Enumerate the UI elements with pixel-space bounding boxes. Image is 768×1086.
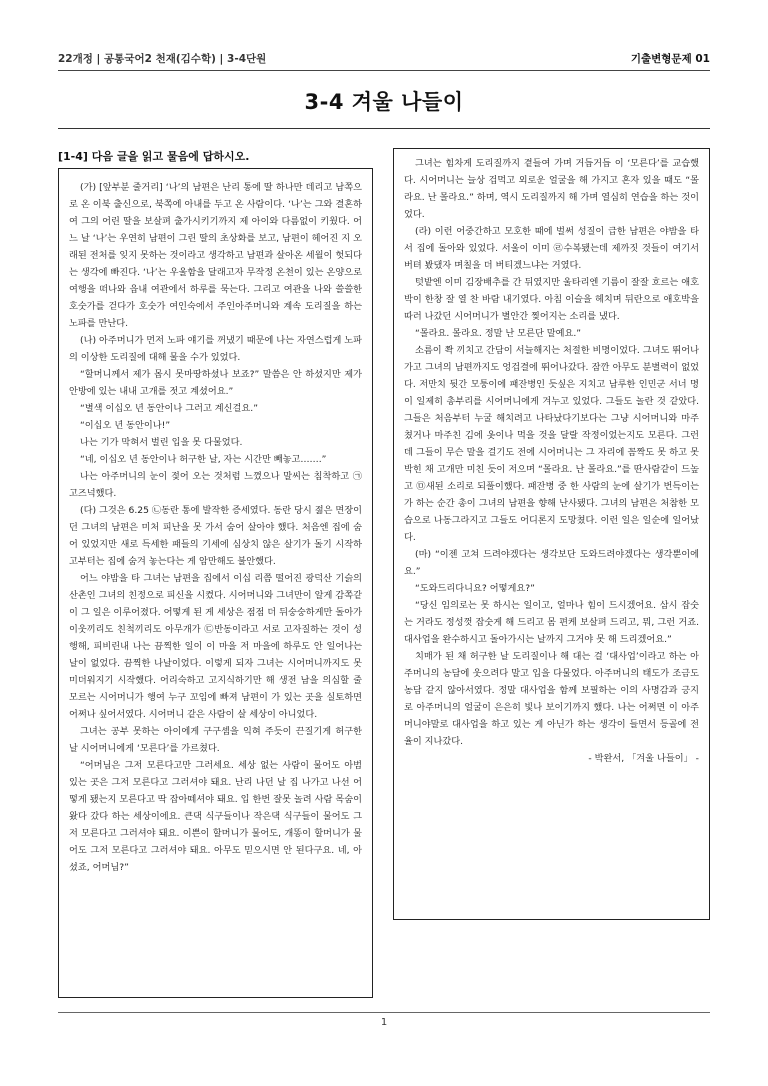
passage-paragraph: (가) [앞부분 줄거리] ‘나’의 남편은 난리 통에 딸 하나만 데리고 남쪽으로 온 이북 출신으로, 북쪽에 아내를 두고 온 사람이다. ‘나’는 그와 결혼하여 그의 어린 딸을 보살펴 출가시키기까지 제 아이와 다름없이 키웠다. 어느 날 ‘나’는 우연히 남편이 그린 딸의 초상화를 보고, 남편이 헤어진 지 오래된 전처를 잊지 못하는 것이라고 생각하고 남편과 살아온 세월이 헛되다는 생각에 빠진다. ‘나’는 우울함을 달래고자 무작정 온천이 있는 온양으로 여행을 떠나와 읍내 여관에서 하루를 묵는다. 그리고 여관을 나와 쓸쓸한 호숫가를 걷다가 호숫가 여인숙에서 주인아주머니와 계속 도리질을 하는 노파를 만난다. bbox=[69, 182, 362, 329]
passage-paragraph: 텃밭엔 이미 김장배추를 간 뒤였지만 울타리엔 기름이 잘잘 흐르는 애호박이 한창 잘 열 찬 바람 내기였다. 아침 이슬을 헤치며 뒤란으로 애호박을 따러 나갔던 시어머니가 별안간 찢어지는 소리를 냈다. bbox=[404, 277, 699, 322]
page-header bbox=[58, 48, 710, 68]
passage-paragraph: 어느 야밤을 타 그녀는 남편을 집에서 이십 리쯤 떨어진 광덕산 기슭의 산촌인 그녀의 친정으로 피신을 시켰다. 시어머니와 그녀만이 알게 감쪽같이 그 일은 이루어졌다. 어떻게 된 게 세상은 점점 더 뒤숭숭하게만 돌아가 이웃끼리도 친척끼리도 아무개가 ㉢반동이라고 서로 고자질하는 것이 성행해, 피비린내 나는 끔찍한 일이 이 마을 저 마을에 하루도 안 일어나는 날이 없었다. 끔찍한 나날이었다. 이렇게 되자 그녀는 시어머니까지도 못 미더워지기 시작했다. 어리숙하고 고지식하기만 해 생전 남을 의심할 줄 모르는 시어머니가 행여 누구 꼬임에 빠져 남편이 가 있는 곳을 실토하면 어쩌나 싶어서였다. 시어머니 같은 사람이 살 세상이 아니었다. bbox=[69, 573, 362, 720]
passage-paragraph: 나는 기가 막혀서 벌린 입을 못 다물었다. bbox=[80, 437, 243, 448]
passage-paragraph: 치매가 된 채 허구한 날 도리질이나 해 대는 걸 ‘대사업’이라고 하는 아주머니의 농담에 웃으려다 말고 입을 다물었다. 아주머니의 태도가 조금도 농담 같지 않아서였다. 정말 대사업을 함께 보필하는 이의 사명감과 긍지로 아주머니의 얼굴이 은은히 빛나 보이기까지 했다. 나는 어쩌면 이 아주머니야말로 대사업을 하고 있는 게 아닌가 하는 생각이 들면서 등골에 전율이 지나갔다. bbox=[404, 651, 699, 747]
page-title: 3-4 겨울 나들이 bbox=[304, 90, 464, 114]
header-course-info: 22개정 | 공통국어2 천재(김수학) | 3-4단원 bbox=[58, 52, 267, 65]
passage-paragraph: “네, 이십오 년 동안이나 허구한 날, 자는 시간만 빼놓고…….” bbox=[80, 454, 327, 465]
passage-paragraph: (라) 이런 어중간하고 모호한 때에 벌써 성질이 급한 남편은 야밤을 타서 집에 돌아와 있었다. 서울이 이미 ㉣수복됐는데 제까짓 것들이 여기서 버텨 봤댔자 며칠을 더 버티겠느냐는 거였다. bbox=[404, 226, 699, 271]
passage-paragraph: 소름이 쫙 끼치고 간담이 서늘해지는 처절한 비명이었다. 그녀도 뛰어나가고 그녀의 남편까지도 엉겁결에 뛰어나갔다. 잠깐 아무도 분별력이 없었다. 저만치 뒷간 모퉁이에 패잔병인 듯싶은 지치고 남루한 인민군 서너 명이 일제히 총부리를 시어머니에게 겨누고 있었다. 그들도 놀란 것 같았다. 그들은 처음부터 누굴 해치려고 나타났다기보다는 그냥 시어머니와 마주쳤거나 마주친 김에 옷이나 먹을 것을 달랄 작정이었는지도 모른다. 그런데 그들이 무슨 말을 걸기도 전에 시어머니는 그 자리에 꼼짝도 못 하고 못 박힌 채 고개만 미친 듯이 저으며 “몰라요. 난 몰라요.”를 딴사람같이 드높고 ㉤새된 소리로 되풀이했다. 패잔병 중 한 사람의 눈에 살기가 번득이는가 하는 순간 총이 그녀의 남편을 향해 난사됐다. 그녀의 남편은 처참한 모습으로 나동그라지고 그들도 어디론지 도망쳤다. 이런 일은 일순에 일어났다. bbox=[404, 345, 699, 543]
passage-paragraph: “이십오 년 동안이나!” bbox=[80, 420, 171, 431]
passage-box-left bbox=[58, 168, 373, 998]
passage-paragraph: “할머니께서 제가 몹시 못마땅하셨나 보죠?” 말씀은 안 하셨지만 제가 안방에 있는 내내 고개를 젓고 계셨어요.” bbox=[69, 369, 362, 397]
passage-paragraph: “몰라요. 몰라요. 정말 난 모른단 말예요.” bbox=[415, 328, 582, 339]
question-instruction: [1-4] 다음 글을 읽고 물음에 답하시오. bbox=[58, 150, 250, 163]
passage-paragraph: “당신 임의로는 못 하시는 일이고, 얼마나 힘이 드시겠어요. 삼시 잡숫는 거라도 정성껏 잡숫게 해 드리고 몸 편케 보살펴 드리고, 뭐, 그런 거죠. 대사업을 완수하시고 돌아가시는 날까지 그거야 못 해 드리겠어요.” bbox=[404, 600, 699, 645]
passage-paragraph: “별색 이십오 년 동안이나 그러고 계신걸요.” bbox=[80, 403, 258, 414]
page-number: 1 bbox=[380, 1017, 388, 1028]
passage-paragraph: 그녀는 공부 못하는 아이에게 구구셈을 익혀 주듯이 끈질기게 허구한 날 시어머니에게 ‘모른다’를 가르쳤다. bbox=[69, 726, 362, 754]
passage-paragraph: 나는 아주머니의 눈이 젖어 오는 것처럼 느꼈으나 말씨는 침착하고 ㉠고즈넉했다. bbox=[69, 471, 362, 499]
footer-divider bbox=[58, 1012, 710, 1013]
passage-paragraph: “도와드리다니요? 어떻게요?” bbox=[415, 583, 535, 594]
title-divider bbox=[58, 128, 710, 129]
header-divider bbox=[58, 70, 710, 71]
header-worksheet-label: 기출변형문제 01 bbox=[630, 52, 710, 65]
passage-paragraph: “어머님은 그저 모른다고만 그러세요. 세상 없는 사람이 물어도 아범 있는 곳은 그저 모른다고 그러셔야 돼요. 난리 나던 날 집 나가고 나선 어떻게 됐는지 모른다고 딱 잡아떼셔야 돼요. 입 한번 잘못 놀려 사람 목숨이 왔다 갔다 하는 세상이에요. 큰댁 식구들이나 작은댁 식구들이 물어도 그저 모른다고 그러셔야 돼요. 이쁜이 할머니가 물어도, 개똥이 할머니가 물어도 그저 모른다고 그러셔야 돼요. 아무도 믿으시면 안 된다구요. 네, 아셨죠, 어머님?” bbox=[69, 760, 362, 873]
passage-paragraph: (나) 아주머니가 먼저 노파 얘기를 꺼냈기 때문에 나는 자연스럽게 노파의 이상한 도리질에 대해 물을 수가 있었다. bbox=[69, 335, 362, 363]
source-citation: - 박완서, 「겨울 나들이」 - bbox=[588, 753, 699, 764]
passage-paragraph: 그녀는 힘차게 도리질까지 곁들여 가며 거듭거듭 이 ‘모른다’를 교습했다. 시어머니는 늘상 겁먹고 외로운 얼굴을 해 가지고 혼자 있을 때도 “몰라요. 난 몰라요.” 하며, 역시 도리질까지 해 가며 열심히 연습을 하는 것이었다. bbox=[404, 158, 699, 220]
passage-paragraph: (다) 그것은 6.25 ㉡동란 통에 발작한 증세였다. 동란 당시 젊은 면장이던 그녀의 남편은 미처 피난을 못 가서 숨어 살아야 했다. 처음엔 집에 숨어 있었지만 새로 득세한 패들의 기세에 심상치 않은 살기가 돌기 시작하고부터는 집에 숨겨 놓는다는 게 암만해도 불안했다. bbox=[69, 505, 362, 567]
passage-box-right bbox=[393, 148, 710, 920]
passage-paragraph: (마) “이젠 고쳐 드려야겠다는 생각보단 도와드려야겠다는 생각뿐이에요.” bbox=[404, 549, 699, 577]
